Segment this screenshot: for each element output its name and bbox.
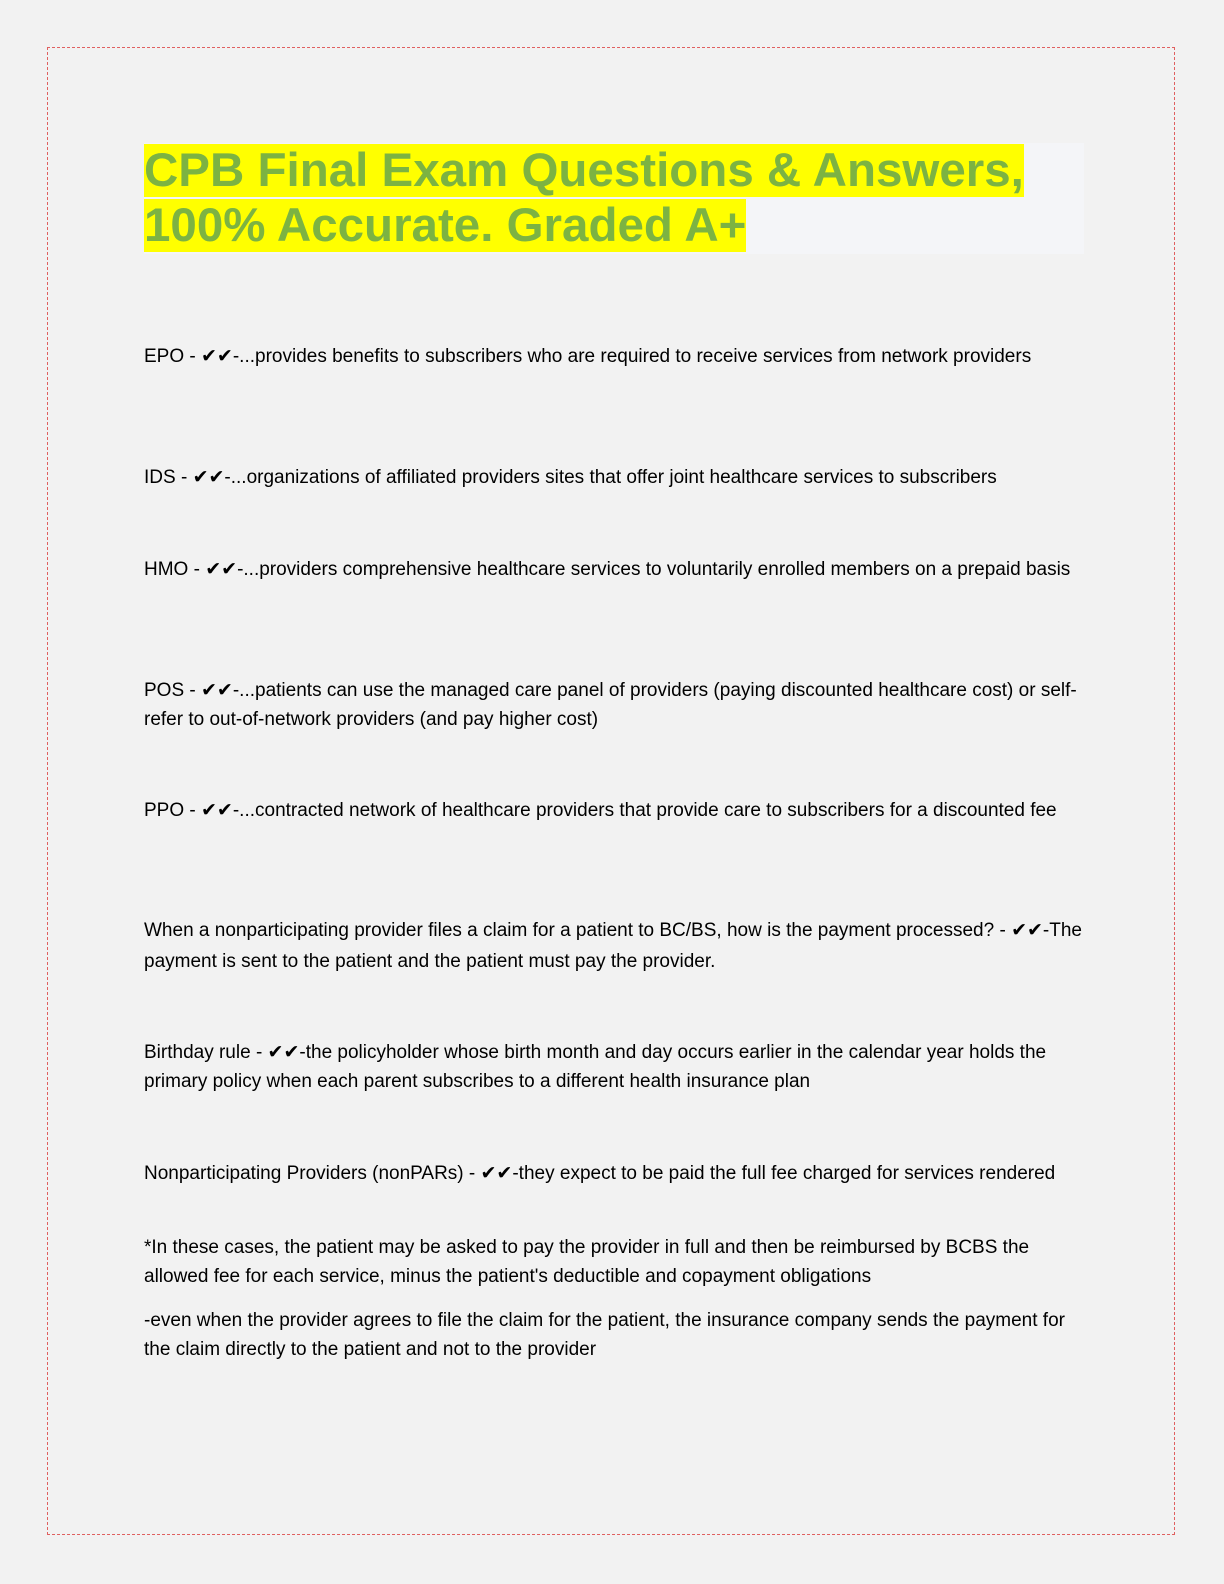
entry-answer: -...patients can use the managed care panel of providers (paying discounted healthcare cost) or self-refer to out-of-network providers (and pay higher cost) [144, 680, 1077, 730]
note-paragraph-2: -even when the provider agrees to file the claim for the patient, the insurance company sends the payment for the claim directly to the patient and not to the provider [144, 1310, 1065, 1360]
entry-answer: -they expect to be paid the full fee charged for services rendered [512, 1163, 1056, 1184]
check-icon: ✔✔ [192, 466, 225, 488]
check-icon: ✔✔ [267, 1041, 300, 1063]
check-icon: ✔✔ [480, 1162, 513, 1184]
entry-answer: -the policyholder whose birth month and day occurs earlier in the calendar year holds the primary policy when each parent subscribes to a different health insurance plan [144, 1042, 1047, 1092]
entry-term: Nonparticipating Providers (nonPARs) - [144, 1163, 481, 1184]
qa-entry-birthday-rule [144, 1038, 1084, 1096]
entry-answer: -...provides benefits to subscribers who are required to receive services from network providers [232, 346, 1032, 367]
check-icon: ✔✔ [201, 345, 233, 367]
document-title [144, 143, 1084, 253]
note-paragraph-1: *In these cases, the patient may be asked to pay the provider in full and then be reimbursed by BCBS the allowed fee for each service, minus the patient's deductible and copayment obligations [144, 1237, 1030, 1287]
entry-answer: -...providers comprehensive healthcare services to voluntarily enrolled members on a prepaid basis [237, 559, 1071, 580]
qa-entry-pos [144, 676, 1084, 734]
qa-entry-hmo [144, 555, 1084, 584]
entry-term: POS - [144, 680, 202, 701]
entry-answer: -...organizations of affiliated providers sites that offer joint healthcare services to subscribers [224, 467, 997, 488]
entry-term: IDS - [144, 467, 193, 488]
qa-entry-nonpars [144, 1159, 1084, 1188]
check-icon: ✔✔ [205, 558, 238, 580]
entry-answer: -The payment is sent to the patient and the patient must pay the provider. [144, 920, 1082, 972]
qa-entry-epo [144, 342, 1084, 371]
entry-answer: -...contracted network of healthcare providers that provide care to subscribers for a discounted fee [232, 800, 1057, 821]
check-icon: ✔✔ [201, 799, 233, 821]
entry-term: EPO - [144, 346, 202, 367]
title-line-1: CPB Final Exam Questions & Answers, [144, 144, 1024, 197]
entry-term: PPO - [144, 800, 202, 821]
qa-entry-ids [144, 463, 1084, 492]
entry-term: When a nonparticipating provider files a claim for a patient to BC/BS, how is the payment processed? - [144, 920, 1012, 941]
qa-entry-ppo [144, 796, 1084, 825]
title-block [144, 143, 1084, 254]
title-line-2: 100% Accurate. Graded A+ [144, 199, 747, 252]
check-icon: ✔✔ [201, 679, 233, 701]
check-icon: ✔✔ [1011, 919, 1043, 941]
entry-term: Birthday rule - [144, 1042, 268, 1063]
qa-entry-nonpar-payment [144, 915, 1084, 977]
entry-term: HMO - [144, 559, 206, 580]
